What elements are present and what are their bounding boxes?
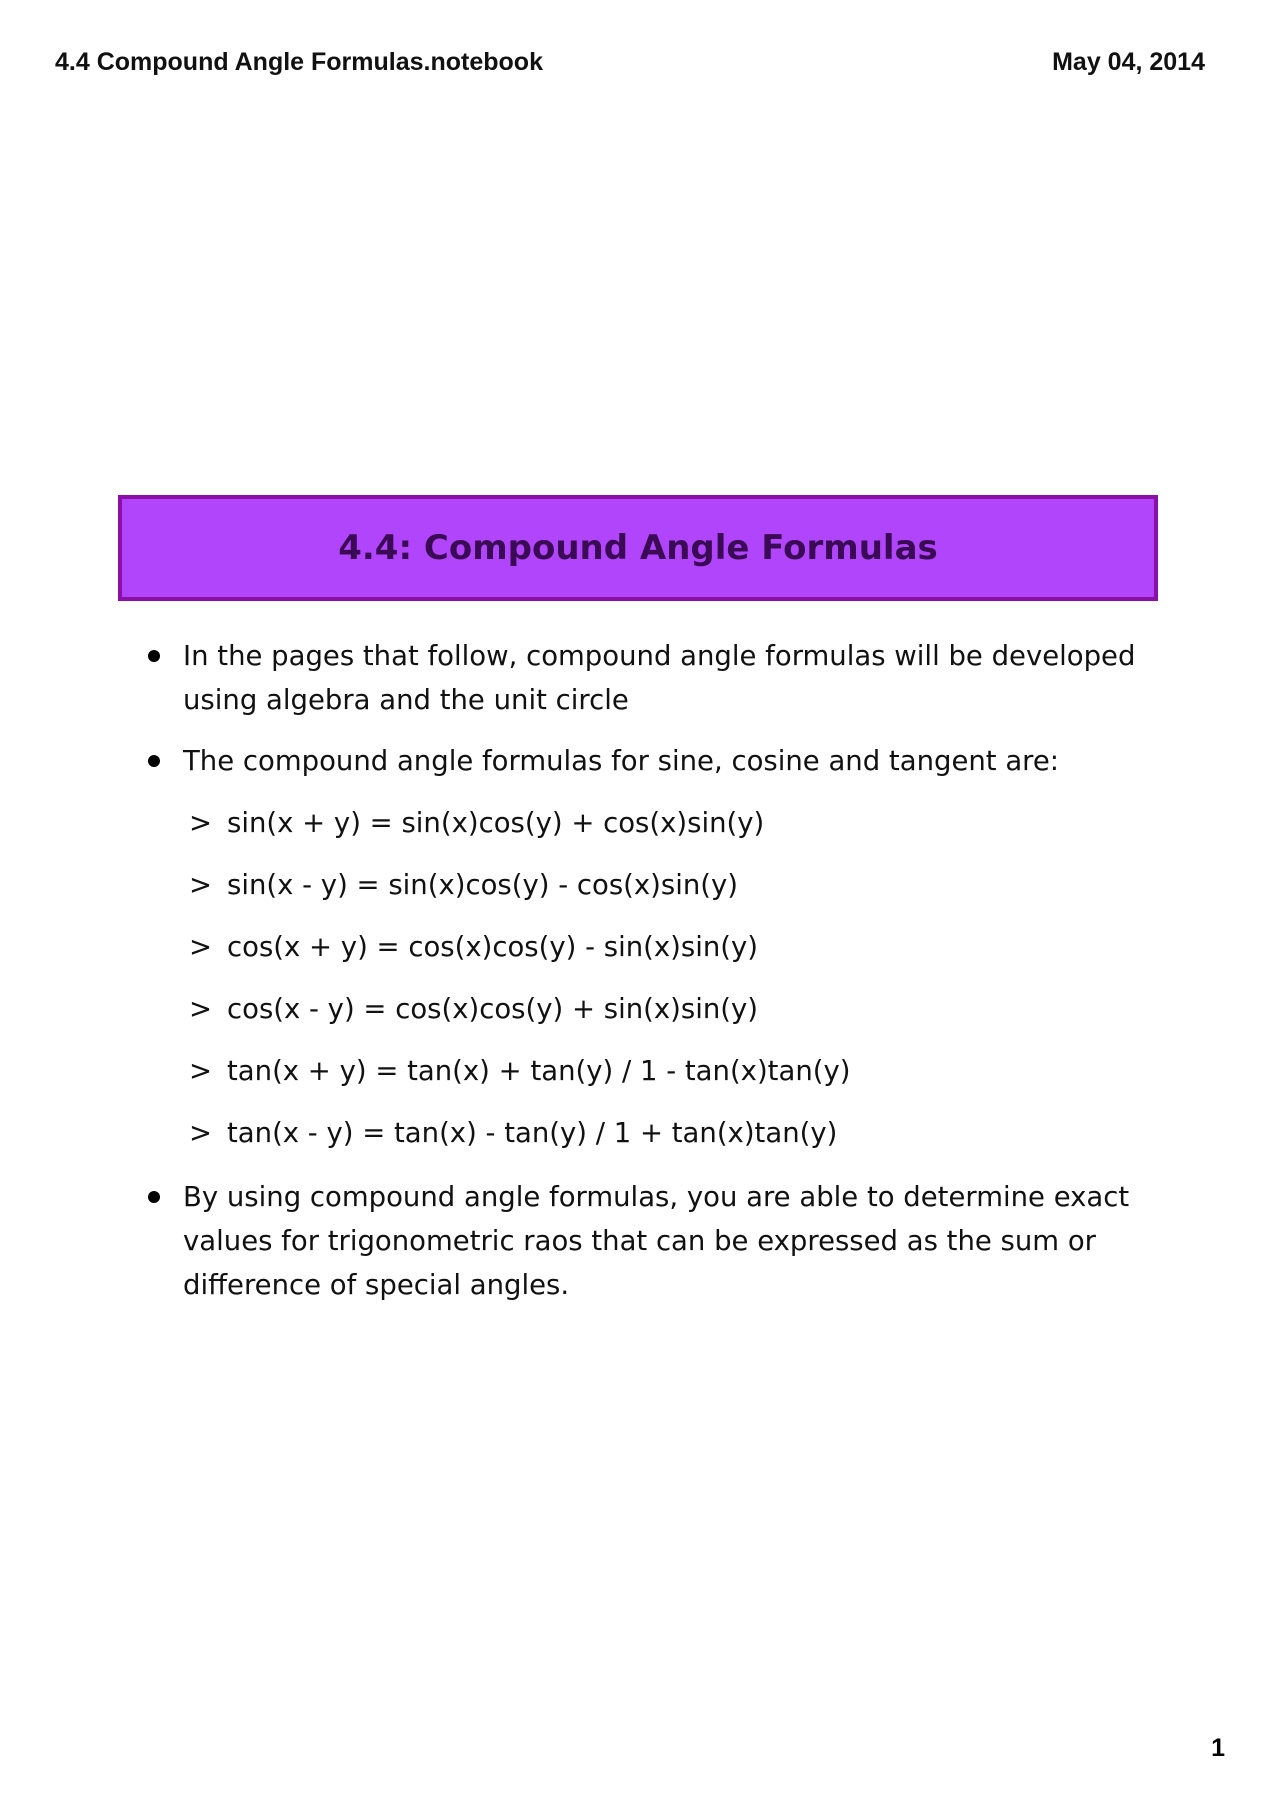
formula-text: tan(x - y) = tan(x) - tan(y) / 1 + tan(x)tan(y) xyxy=(227,1117,838,1149)
bullet-dot-icon xyxy=(148,650,160,662)
page-title: 4.4: Compound Angle Formulas xyxy=(338,528,938,568)
page-number: 1 xyxy=(1211,1734,1225,1762)
page-date: May 04, 2014 xyxy=(1052,48,1205,76)
content-body xyxy=(140,634,1140,1307)
formula-text: tan(x + y) = tan(x) + tan(y) / 1 - tan(x)tan(y) xyxy=(227,1055,851,1087)
bullet-text: The compound angle formulas for sine, cosine and tangent are: xyxy=(183,745,1060,777)
bullet-dot-icon xyxy=(148,1191,160,1203)
formula-item xyxy=(140,1111,1140,1173)
page-header xyxy=(55,48,1205,77)
bullet-dot-icon xyxy=(148,755,160,767)
bullet-item xyxy=(140,634,1140,722)
formula-item xyxy=(140,925,1140,987)
formula-text: sin(x - y) = sin(x)cos(y) - cos(x)sin(y) xyxy=(227,869,739,901)
arrow-marker-icon: > xyxy=(189,807,213,839)
bullet-item xyxy=(140,1175,1140,1307)
arrow-marker-icon: > xyxy=(189,1117,213,1149)
arrow-marker-icon: > xyxy=(189,1055,213,1087)
formula-text: cos(x - y) = cos(x)cos(y) + sin(x)sin(y) xyxy=(227,993,758,1025)
formula-item xyxy=(140,987,1140,1049)
arrow-marker-icon: > xyxy=(189,931,213,963)
bullet-text: By using compound angle formulas, you are able to determine exact values for trigonometric raos that can be expressed as the sum or difference of special angles. xyxy=(183,1181,1130,1301)
formula-item xyxy=(140,801,1140,863)
formula-item xyxy=(140,863,1140,925)
formula-item xyxy=(140,1049,1140,1111)
notebook-filename: 4.4 Compound Angle Formulas.notebook xyxy=(55,48,543,76)
bullet-item xyxy=(140,739,1140,783)
title-banner xyxy=(118,495,1158,601)
arrow-marker-icon: > xyxy=(189,993,213,1025)
arrow-marker-icon: > xyxy=(189,869,213,901)
formula-text: sin(x + y) = sin(x)cos(y) + cos(x)sin(y) xyxy=(227,807,765,839)
bullet-text: In the pages that follow, compound angle formulas will be developed using algebra and the unit circle xyxy=(183,640,1136,716)
formula-text: cos(x + y) = cos(x)cos(y) - sin(x)sin(y) xyxy=(227,931,758,963)
